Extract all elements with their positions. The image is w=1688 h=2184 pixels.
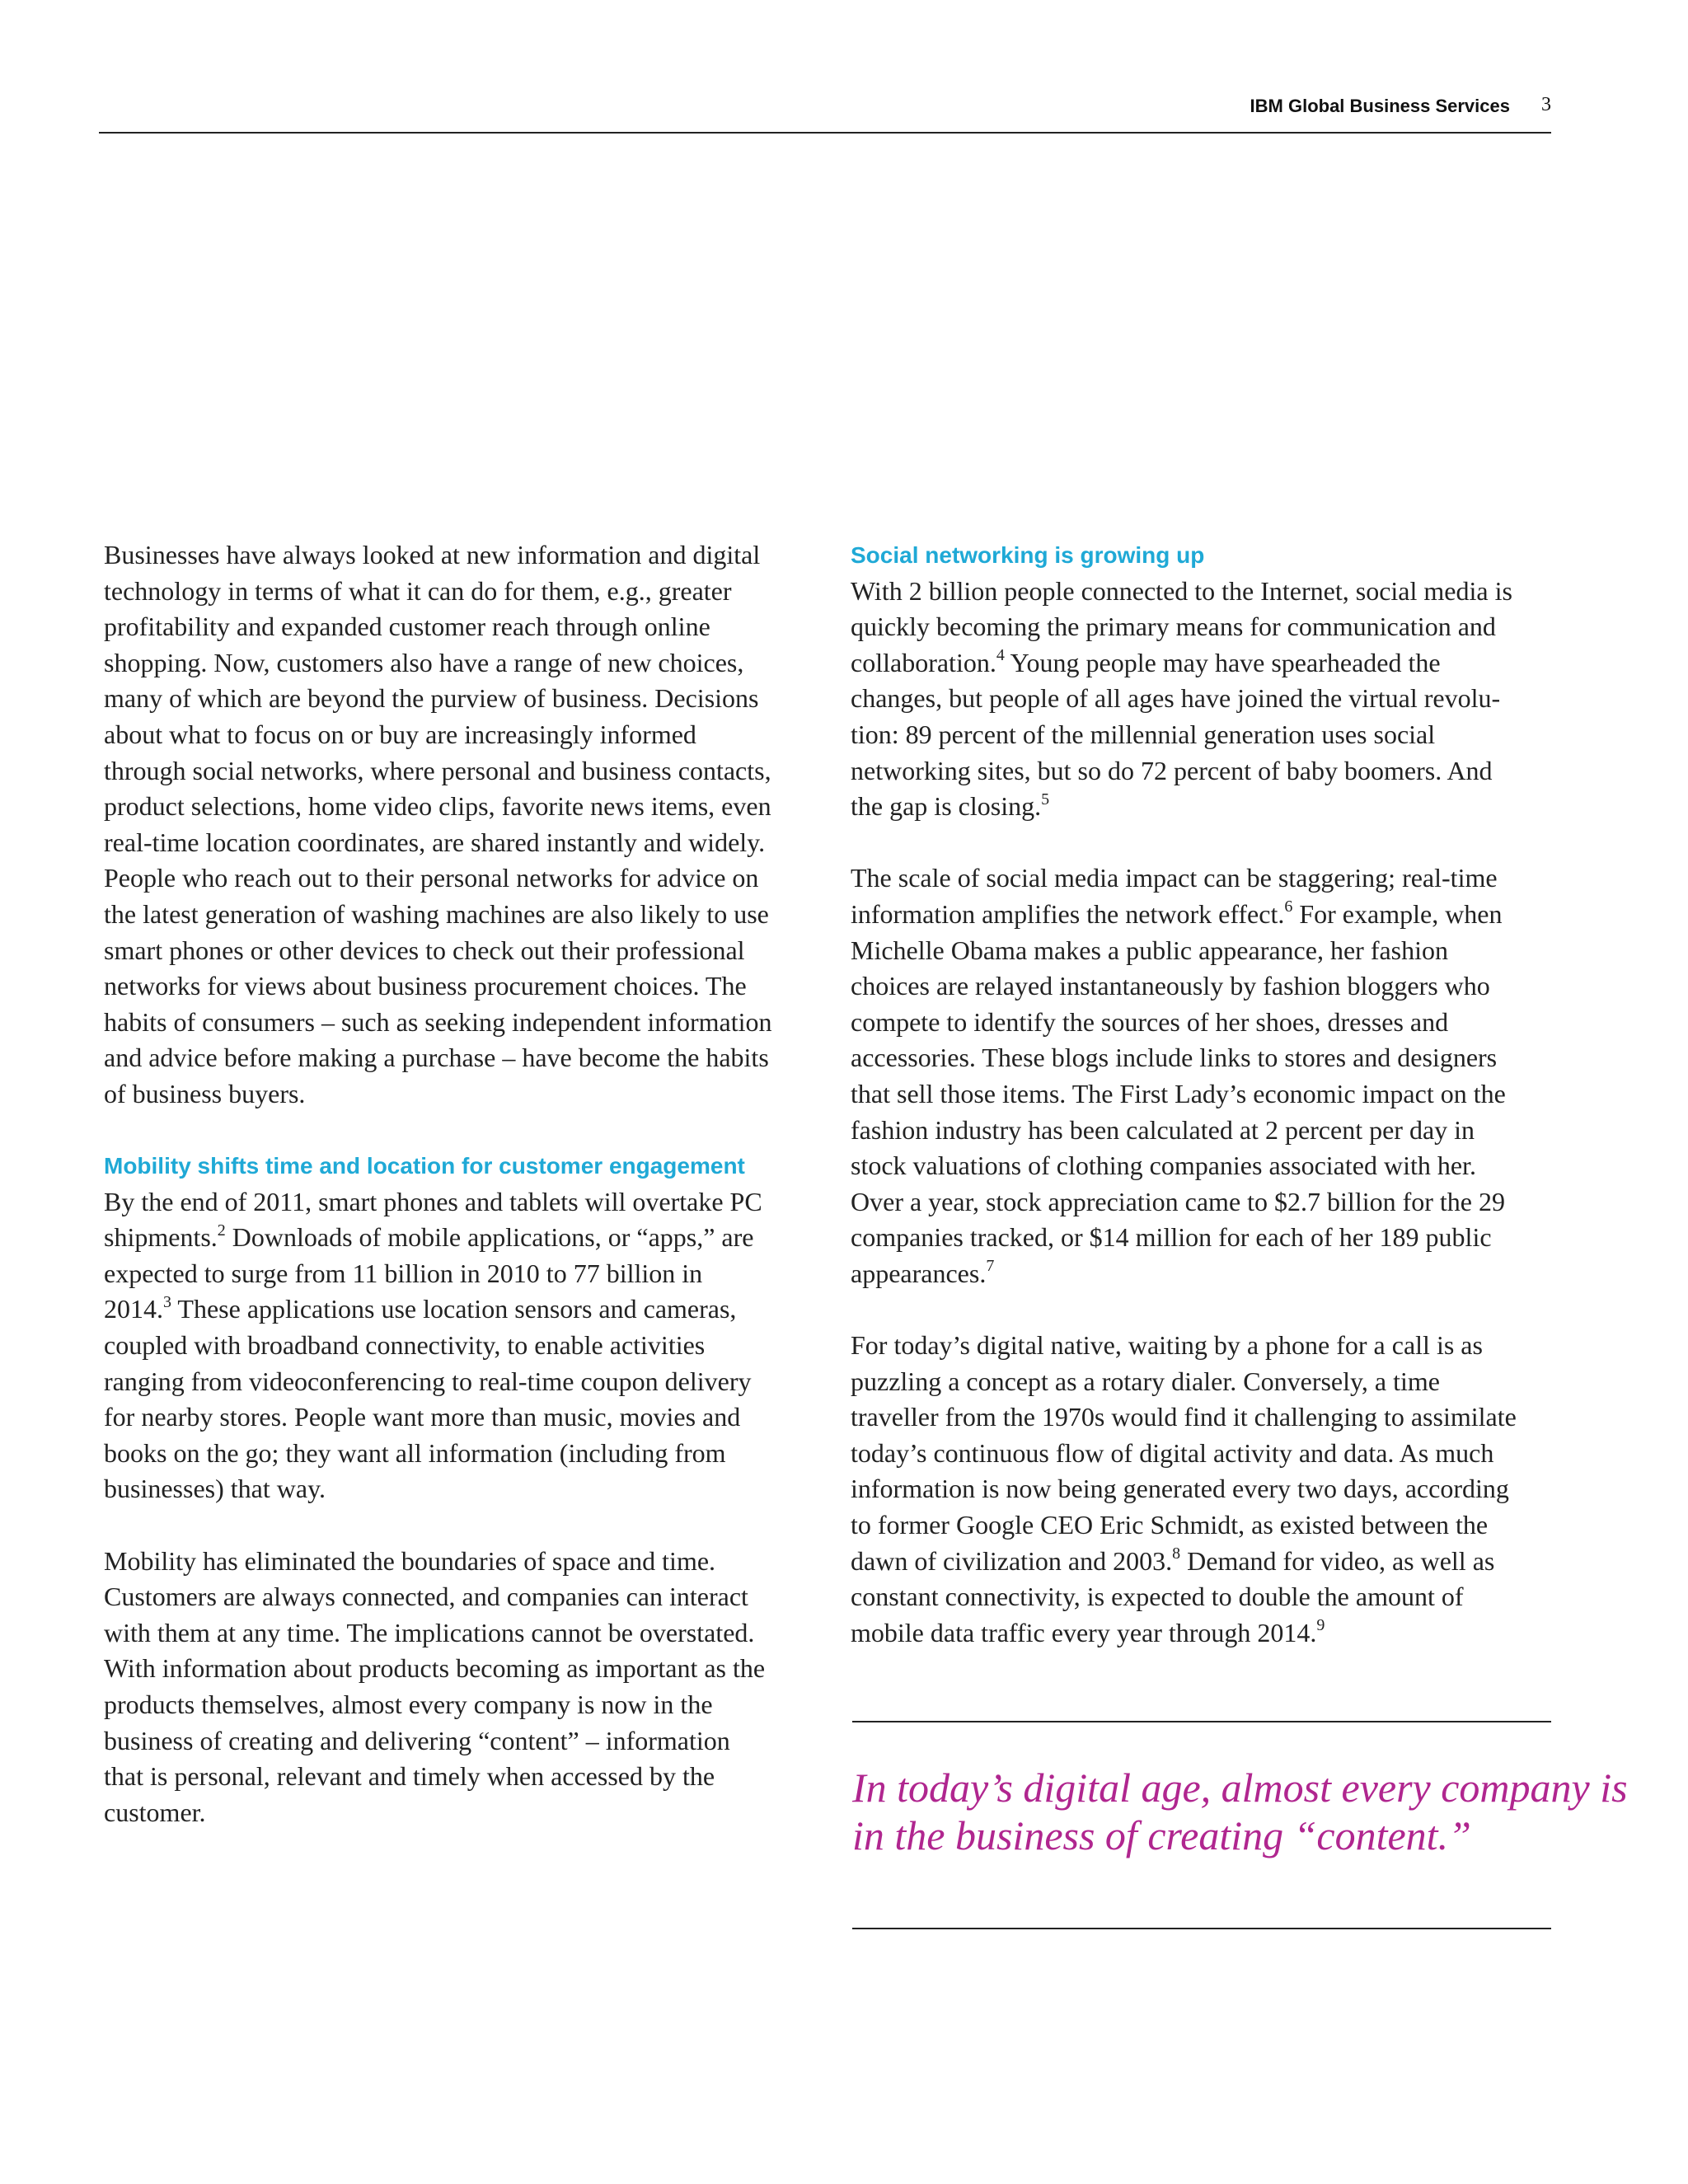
social-paragraph-1 <box>851 574 1576 825</box>
text-line: ranging from videoconferencing to real-time coupon delivery <box>104 1366 752 1396</box>
text-run: Demand for video, as well as <box>1180 1545 1495 1576</box>
left-column <box>104 537 829 1830</box>
pull-quote-top-rule <box>852 1721 1551 1722</box>
footnote-ref: 8 <box>1172 1544 1181 1563</box>
text-run: These applications use location sensors and cameras, <box>171 1294 737 1324</box>
text-line <box>851 1544 1576 1580</box>
text-run: information amplifies the network effect. <box>851 898 1285 929</box>
text-line: The scale of social media impact can be staggering; real-time <box>851 863 1498 893</box>
text-line: puzzling a concept as a rotary dialer. Conversely, a time <box>851 1366 1440 1396</box>
text-line <box>851 1615 1576 1652</box>
right-column <box>851 537 1576 1651</box>
text-line: habits of consumers – such as seeking independent information <box>104 1006 772 1037</box>
text-line: networks for views about business procurement choices. The <box>104 971 747 1001</box>
footnote-ref: 2 <box>217 1221 226 1240</box>
header-org-name: IBM Global Business Services <box>1250 96 1510 116</box>
pull-quote-line: In today’s digital age, almost every company is <box>852 1765 1628 1811</box>
text-line: products themselves, almost every company is now in the <box>104 1690 713 1719</box>
text-line: accessories. These blogs include links to stores and designers <box>851 1043 1498 1073</box>
text-line: the latest generation of washing machines are also likely to use <box>104 898 769 929</box>
text-run: shipments. <box>104 1222 218 1253</box>
text-line: books on the go; they want all information (including from <box>104 1437 726 1468</box>
text-line: that sell those items. The First Lady’s economic impact on the <box>851 1078 1506 1108</box>
text-run: 2014. <box>104 1294 163 1324</box>
pull-quote-line: in the business of creating “content.” <box>852 1812 1471 1858</box>
text-line: real-time location coordinates, are shared instantly and widely. <box>104 827 766 857</box>
text-line: coupled with broadband connectivity, to enable activities <box>104 1330 706 1361</box>
page-number: 3 <box>1541 94 1551 115</box>
text-run: Young people may have spearheaded the <box>1004 647 1441 677</box>
text-line: expected to surge from 11 billion in 2010 to 77 billion in <box>104 1258 703 1288</box>
text-line: smart phones or other devices to check out their professional <box>104 935 745 965</box>
text-line: choices are relayed instantaneously by fashion bloggers who <box>851 971 1490 1001</box>
text-line: Over a year, stock appreciation came to $2.7 billion for the 29 <box>851 1186 1505 1216</box>
social-paragraph-2 <box>851 860 1576 1291</box>
text-line: People who reach out to their personal networks for advice on <box>104 863 759 893</box>
text-line: Customers are always connected, and companies can interact <box>104 1582 748 1612</box>
text-line <box>851 1256 1576 1292</box>
text-line: that is personal, relevant and timely when accessed by the <box>104 1761 715 1792</box>
text-line: product selections, home video clips, favorite news items, even <box>104 791 771 822</box>
page-header <box>99 91 1551 134</box>
social-heading: Social networking is growing up <box>851 542 1205 568</box>
text-line: Businesses have always looked at new information and digital <box>104 540 761 569</box>
footnote-ref: 3 <box>163 1292 171 1311</box>
text-line: stock valuations of clothing companies associated with her. <box>851 1151 1476 1181</box>
footnote-ref: 4 <box>996 646 1005 665</box>
text-line: customer. <box>104 1797 206 1827</box>
text-line: technology in terms of what it can do for them, e.g., greater <box>104 575 732 606</box>
text-line <box>104 1220 829 1256</box>
text-line: compete to identify the sources of her shoes, dresses and <box>851 1006 1449 1037</box>
text-line: companies tracked, or $14 million for each of her 189 public <box>851 1222 1492 1253</box>
text-run: collaboration. <box>851 647 996 677</box>
text-line: By the end of 2011, smart phones and tablets will overtake PC <box>104 1186 762 1216</box>
text-line <box>851 789 1576 825</box>
text-run: appearances. <box>851 1258 987 1288</box>
text-line: many of which are beyond the purview of business. Decisions <box>104 683 759 714</box>
footnote-ref: 5 <box>1041 790 1050 808</box>
text-line: networking sites, but so do 72 percent of baby boomers. And <box>851 755 1493 785</box>
text-line: business of creating and delivering “content” – information <box>104 1725 730 1755</box>
text-line: and advice before making a purchase – have become the habits <box>104 1043 769 1073</box>
pull-quote-bottom-rule <box>852 1928 1551 1929</box>
text-line <box>851 645 1576 682</box>
text-line: tion: 89 percent of the millennial generation uses social <box>851 719 1436 749</box>
footnote-ref: 7 <box>986 1257 995 1276</box>
text-line: For today’s digital native, waiting by a phone for a call is as <box>851 1330 1483 1361</box>
text-run: mobile data traffic every year through 2014. <box>851 1617 1317 1647</box>
pull-quote <box>852 1764 1628 1859</box>
text-line: about what to focus on or buy are increasingly informed <box>104 719 696 749</box>
text-line: Mobility has eliminated the boundaries of space and time. <box>104 1545 716 1576</box>
text-line: quickly becoming the primary means for communication and <box>851 612 1496 642</box>
mobility-paragraph-1 <box>104 1184 829 1507</box>
text-line: with them at any time. The implications cannot be overstated. <box>104 1617 755 1647</box>
text-run: dawn of civilization and 2003. <box>851 1545 1173 1576</box>
text-line: traveller from the 1970s would find it challenging to assimilate <box>851 1402 1517 1432</box>
intro-paragraph <box>104 537 829 1113</box>
text-run: Downloads of mobile applications, or “apps,” are <box>225 1222 754 1253</box>
text-line: constant connectivity, is expected to double the amount of <box>851 1582 1464 1612</box>
text-run: For example, when <box>1292 898 1503 929</box>
text-line: changes, but people of all ages have joined the virtual revolu- <box>851 683 1501 714</box>
text-line: shopping. Now, customers also have a range of new choices, <box>104 647 744 677</box>
text-line: fashion industry has been calculated at 2 percent per day in <box>851 1114 1475 1145</box>
text-line: With information about products becoming as important as the <box>104 1653 766 1684</box>
text-line: for nearby stores. People want more than music, movies and <box>104 1402 741 1432</box>
footnote-ref: 9 <box>1316 1616 1325 1635</box>
text-line: to former Google CEO Eric Schmidt, as existed between the <box>851 1510 1489 1540</box>
text-run: the gap is closing. <box>851 791 1042 822</box>
text-line: With 2 billion people connected to the Internet, social media is <box>851 575 1512 606</box>
social-paragraph-3 <box>851 1328 1576 1651</box>
text-line: Michelle Obama makes a public appearance, her fashion <box>851 935 1449 965</box>
text-line: businesses) that way. <box>104 1474 326 1504</box>
text-line <box>851 897 1576 933</box>
mobility-heading: Mobility shifts time and location for customer engagement <box>104 1153 745 1179</box>
text-line: information is now being generated every two days, according <box>851 1474 1509 1504</box>
text-line: profitability and expanded customer reach through online <box>104 612 710 642</box>
text-line: through social networks, where personal and business contacts, <box>104 755 771 785</box>
footnote-ref: 6 <box>1284 898 1293 916</box>
text-line: of business buyers. <box>104 1078 306 1108</box>
text-line: today’s continuous flow of digital activity and data. As much <box>851 1437 1494 1468</box>
text-line <box>104 1291 829 1328</box>
mobility-paragraph-2 <box>104 1544 829 1831</box>
